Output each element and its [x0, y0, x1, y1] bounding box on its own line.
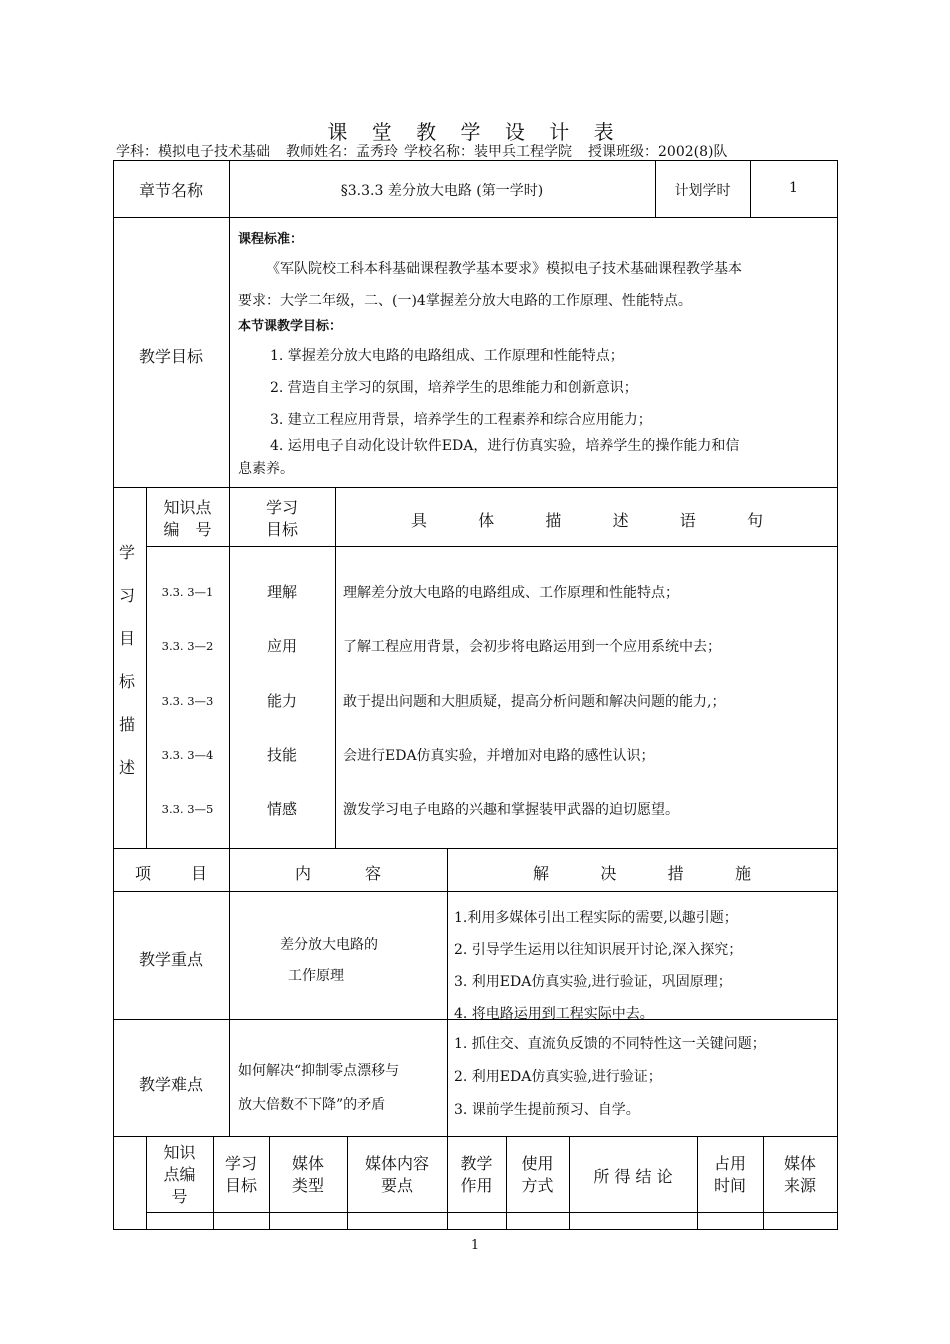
- media-source-header: 媒体 来源: [783, 1154, 816, 1195]
- hours-label: 计划学时: [674, 183, 731, 199]
- objective-item: 3. 建立工程应用背景，培养学生的工程素养和综合应用能力；: [270, 412, 652, 428]
- list-item: 3. 课前学生提前预习、自学。: [454, 1102, 640, 1118]
- learning-goal: 理解: [266, 583, 297, 601]
- content-header: 内 容: [295, 864, 381, 883]
- standard-line2: 要求：大学二年级，二、(一)4掌握差分放大电路的工作原理、性能特点。: [238, 293, 692, 309]
- list-item: 3. 利用EDA仿真实验,进行验证，巩固原理；: [454, 974, 732, 990]
- time-header: 占用 时间: [713, 1154, 746, 1195]
- usage-method-header: 使用 方式: [521, 1154, 554, 1195]
- lesson-heading: 本节课教学目标：: [238, 319, 343, 334]
- knowledge-code: 3.3. 3—3: [161, 694, 214, 708]
- media-content-header: 媒体内容 要点: [364, 1154, 429, 1195]
- school-field: 学校名称：装甲兵工程学院: [404, 144, 572, 160]
- chapter-label: 章节名称: [138, 181, 203, 200]
- knowledge-code: 3.3. 3—4: [161, 748, 214, 762]
- description: 理解差分放大电路的电路组成、工作原理和性能特点；: [343, 585, 679, 601]
- media-learning-goal-header: 学习 目标: [224, 1154, 257, 1195]
- knowledge-code: 3.3. 3—5: [161, 802, 214, 816]
- document-header: [116, 141, 840, 161]
- description: 会进行EDA仿真实验，并增加对电路的感性认识；: [343, 748, 655, 764]
- key-points-content-line2: 工作原理: [288, 968, 344, 984]
- key-points-label: 教学重点: [138, 950, 203, 969]
- chapter-value: §3.3.3 差分放大电路 (第一学时): [340, 183, 544, 199]
- description: 激发学习电子电路的兴趣和掌握装甲武器的迫切愿望。: [343, 802, 679, 818]
- media-knowledge-code-header: 知识 点编 号: [163, 1143, 196, 1206]
- item-header: 项 目: [135, 864, 207, 883]
- conclusion-header: 所 得 结 论: [593, 1167, 673, 1186]
- knowledge-code: 3.3. 3—1: [161, 585, 214, 599]
- subject-field: 学科：模拟电子技术基础: [116, 144, 270, 160]
- objective-item: 2. 营造自主学习的氛围，培养学生的思维能力和创新意识；: [270, 380, 638, 396]
- objectives-label: 教学目标: [138, 347, 203, 366]
- page-number: 1: [470, 1238, 480, 1253]
- learning-goal: 能力: [266, 692, 297, 710]
- page-title: 课 堂 教 学 设 计 表: [327, 120, 623, 144]
- media-type-header: 媒体 类型: [291, 1154, 324, 1195]
- difficult-points-content-line1: 如何解决“抑制零点漂移与: [238, 1063, 400, 1079]
- objective-item: 4. 运用电子自动化设计软件EDA，进行仿真实验，培养学生的操作能力和信: [270, 438, 740, 454]
- hours-value: 1: [789, 180, 798, 196]
- learning-goal: 情感: [266, 800, 297, 818]
- standard-heading: 课程标准：: [238, 232, 304, 247]
- learning-goal-header: 学习 目标: [265, 498, 298, 539]
- difficult-points-label: 教学难点: [138, 1075, 203, 1094]
- description: 了解工程应用背景，会初步将电路运用到一个应用系统中去；: [343, 639, 721, 655]
- standard-line1: 《军队院校工科本科基础课程教学基本要求》模拟电子技术基础课程教学基本: [266, 261, 742, 277]
- teaching-role-header: 教学 作用: [460, 1154, 493, 1195]
- knowledge-code-header: 知识点 编 号: [163, 498, 212, 539]
- list-item: 1.利用多媒体引出工程实际的需要,以趣引题；: [454, 910, 738, 926]
- learning-goal: 应用: [266, 637, 297, 655]
- difficult-points-content-line2: 放大倍数不下降”的矛盾: [238, 1097, 386, 1113]
- list-item: 2. 利用EDA仿真实验,进行验证；: [454, 1069, 662, 1085]
- learning-goal: 技能: [266, 746, 297, 764]
- teacher-field: 教师姓名：孟秀玲: [286, 144, 398, 160]
- key-points-measures: [454, 902, 742, 1030]
- measures-header: 解 决 措 施: [533, 864, 751, 883]
- description: 敢于提出问题和大胆质疑，提高分析问题和解决问题的能力,；: [343, 694, 726, 710]
- objective-item: 1. 掌握差分放大电路的电路组成、工作原理和性能特点；: [270, 348, 624, 364]
- list-item: 2. 引导学生运用以往知识展开讨论,深入探究；: [454, 942, 743, 958]
- description-header: 具 体 描 述 语 句: [411, 511, 763, 530]
- list-item: 1. 抓住交、直流负反馈的不同特性这一关键问题；: [454, 1036, 766, 1052]
- key-points-content-line1: 差分放大电路的: [280, 937, 378, 953]
- objective-item-continued: 息素养。: [238, 461, 294, 477]
- difficult-points-measures: [454, 1028, 766, 1127]
- knowledge-code: 3.3. 3—2: [161, 639, 214, 653]
- list-item: 4. 将电路运用到工程实际中去。: [454, 1006, 654, 1022]
- class-field: 授课班级：2002(8)队: [588, 144, 728, 160]
